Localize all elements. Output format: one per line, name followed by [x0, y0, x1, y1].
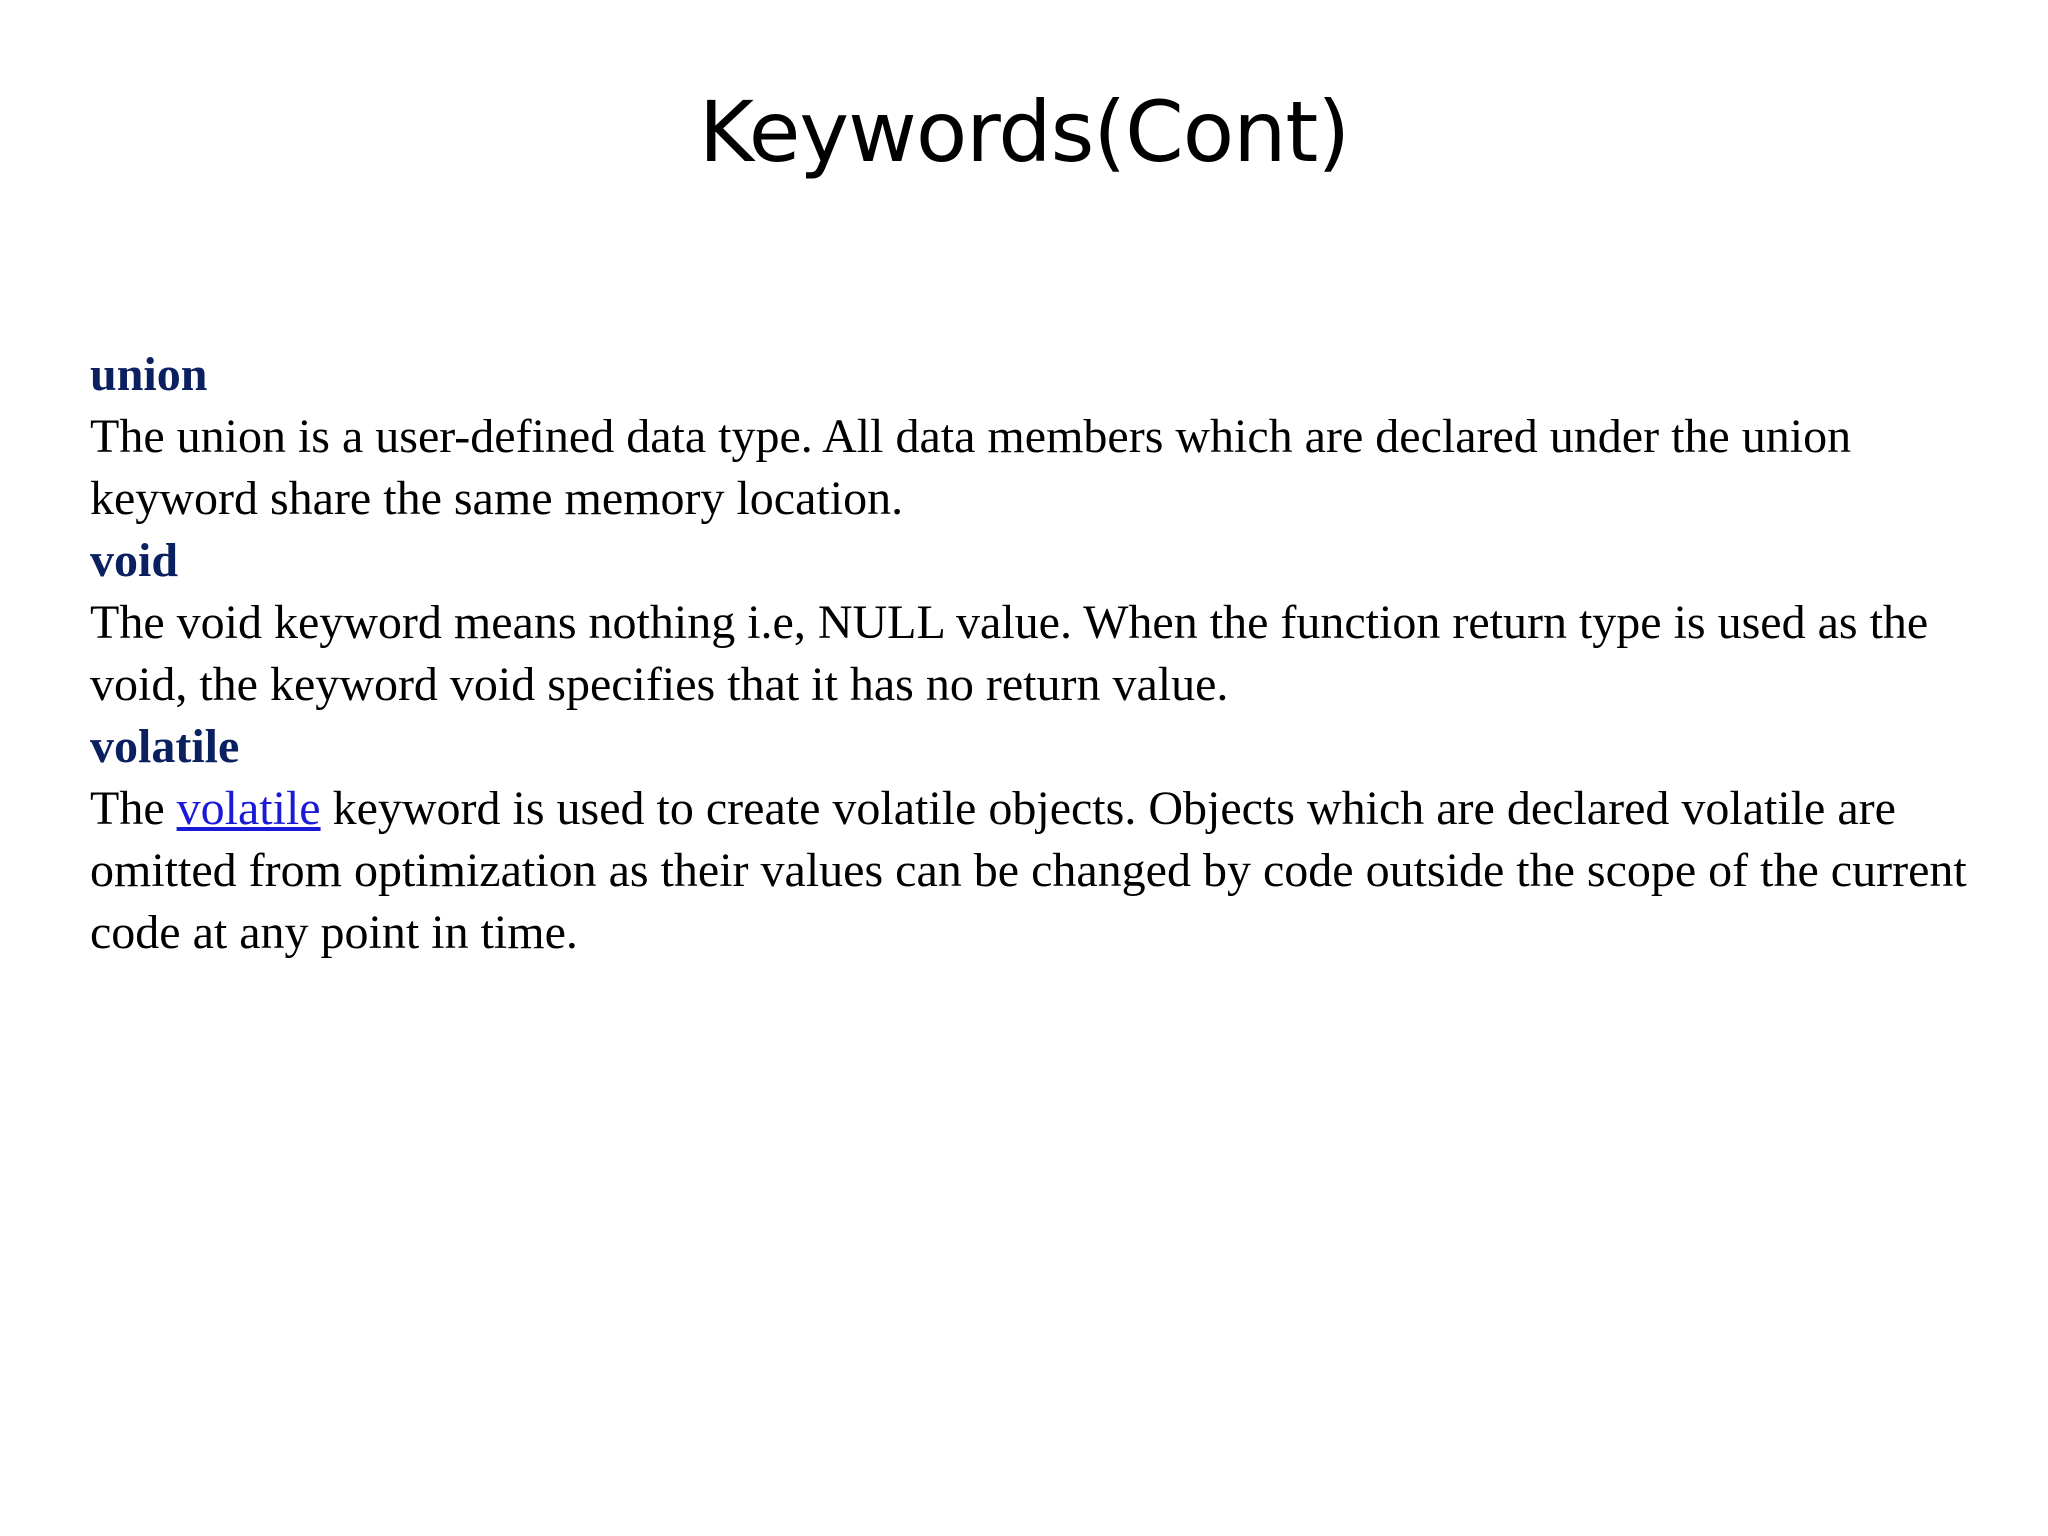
keyword-union-description: The union is a user-defined data type. All data members which are declared under the union keyword share the same memory location.	[90, 410, 1852, 525]
keyword-void-description: The void keyword means nothing i.e, NULL value. When the function return type is used as the void, the keyword void specifies that it has no return value.	[90, 596, 1929, 711]
volatile-link[interactable]: volatile	[176, 782, 321, 835]
slide-content	[90, 344, 1990, 964]
volatile-text-before: The	[90, 782, 177, 835]
keyword-union-heading: union	[90, 348, 208, 401]
volatile-text-after: keyword is used to create volatile objects. Objects which are declared volatile are omitted from optimization as their values can be changed by code outside the scope of the current code at any point in time.	[90, 782, 1967, 959]
keyword-volatile-heading: volatile	[90, 720, 240, 773]
keyword-volatile-description	[90, 778, 1990, 964]
slide-title: Keywords(Cont)	[698, 83, 1350, 181]
keyword-void-heading: void	[90, 534, 179, 587]
